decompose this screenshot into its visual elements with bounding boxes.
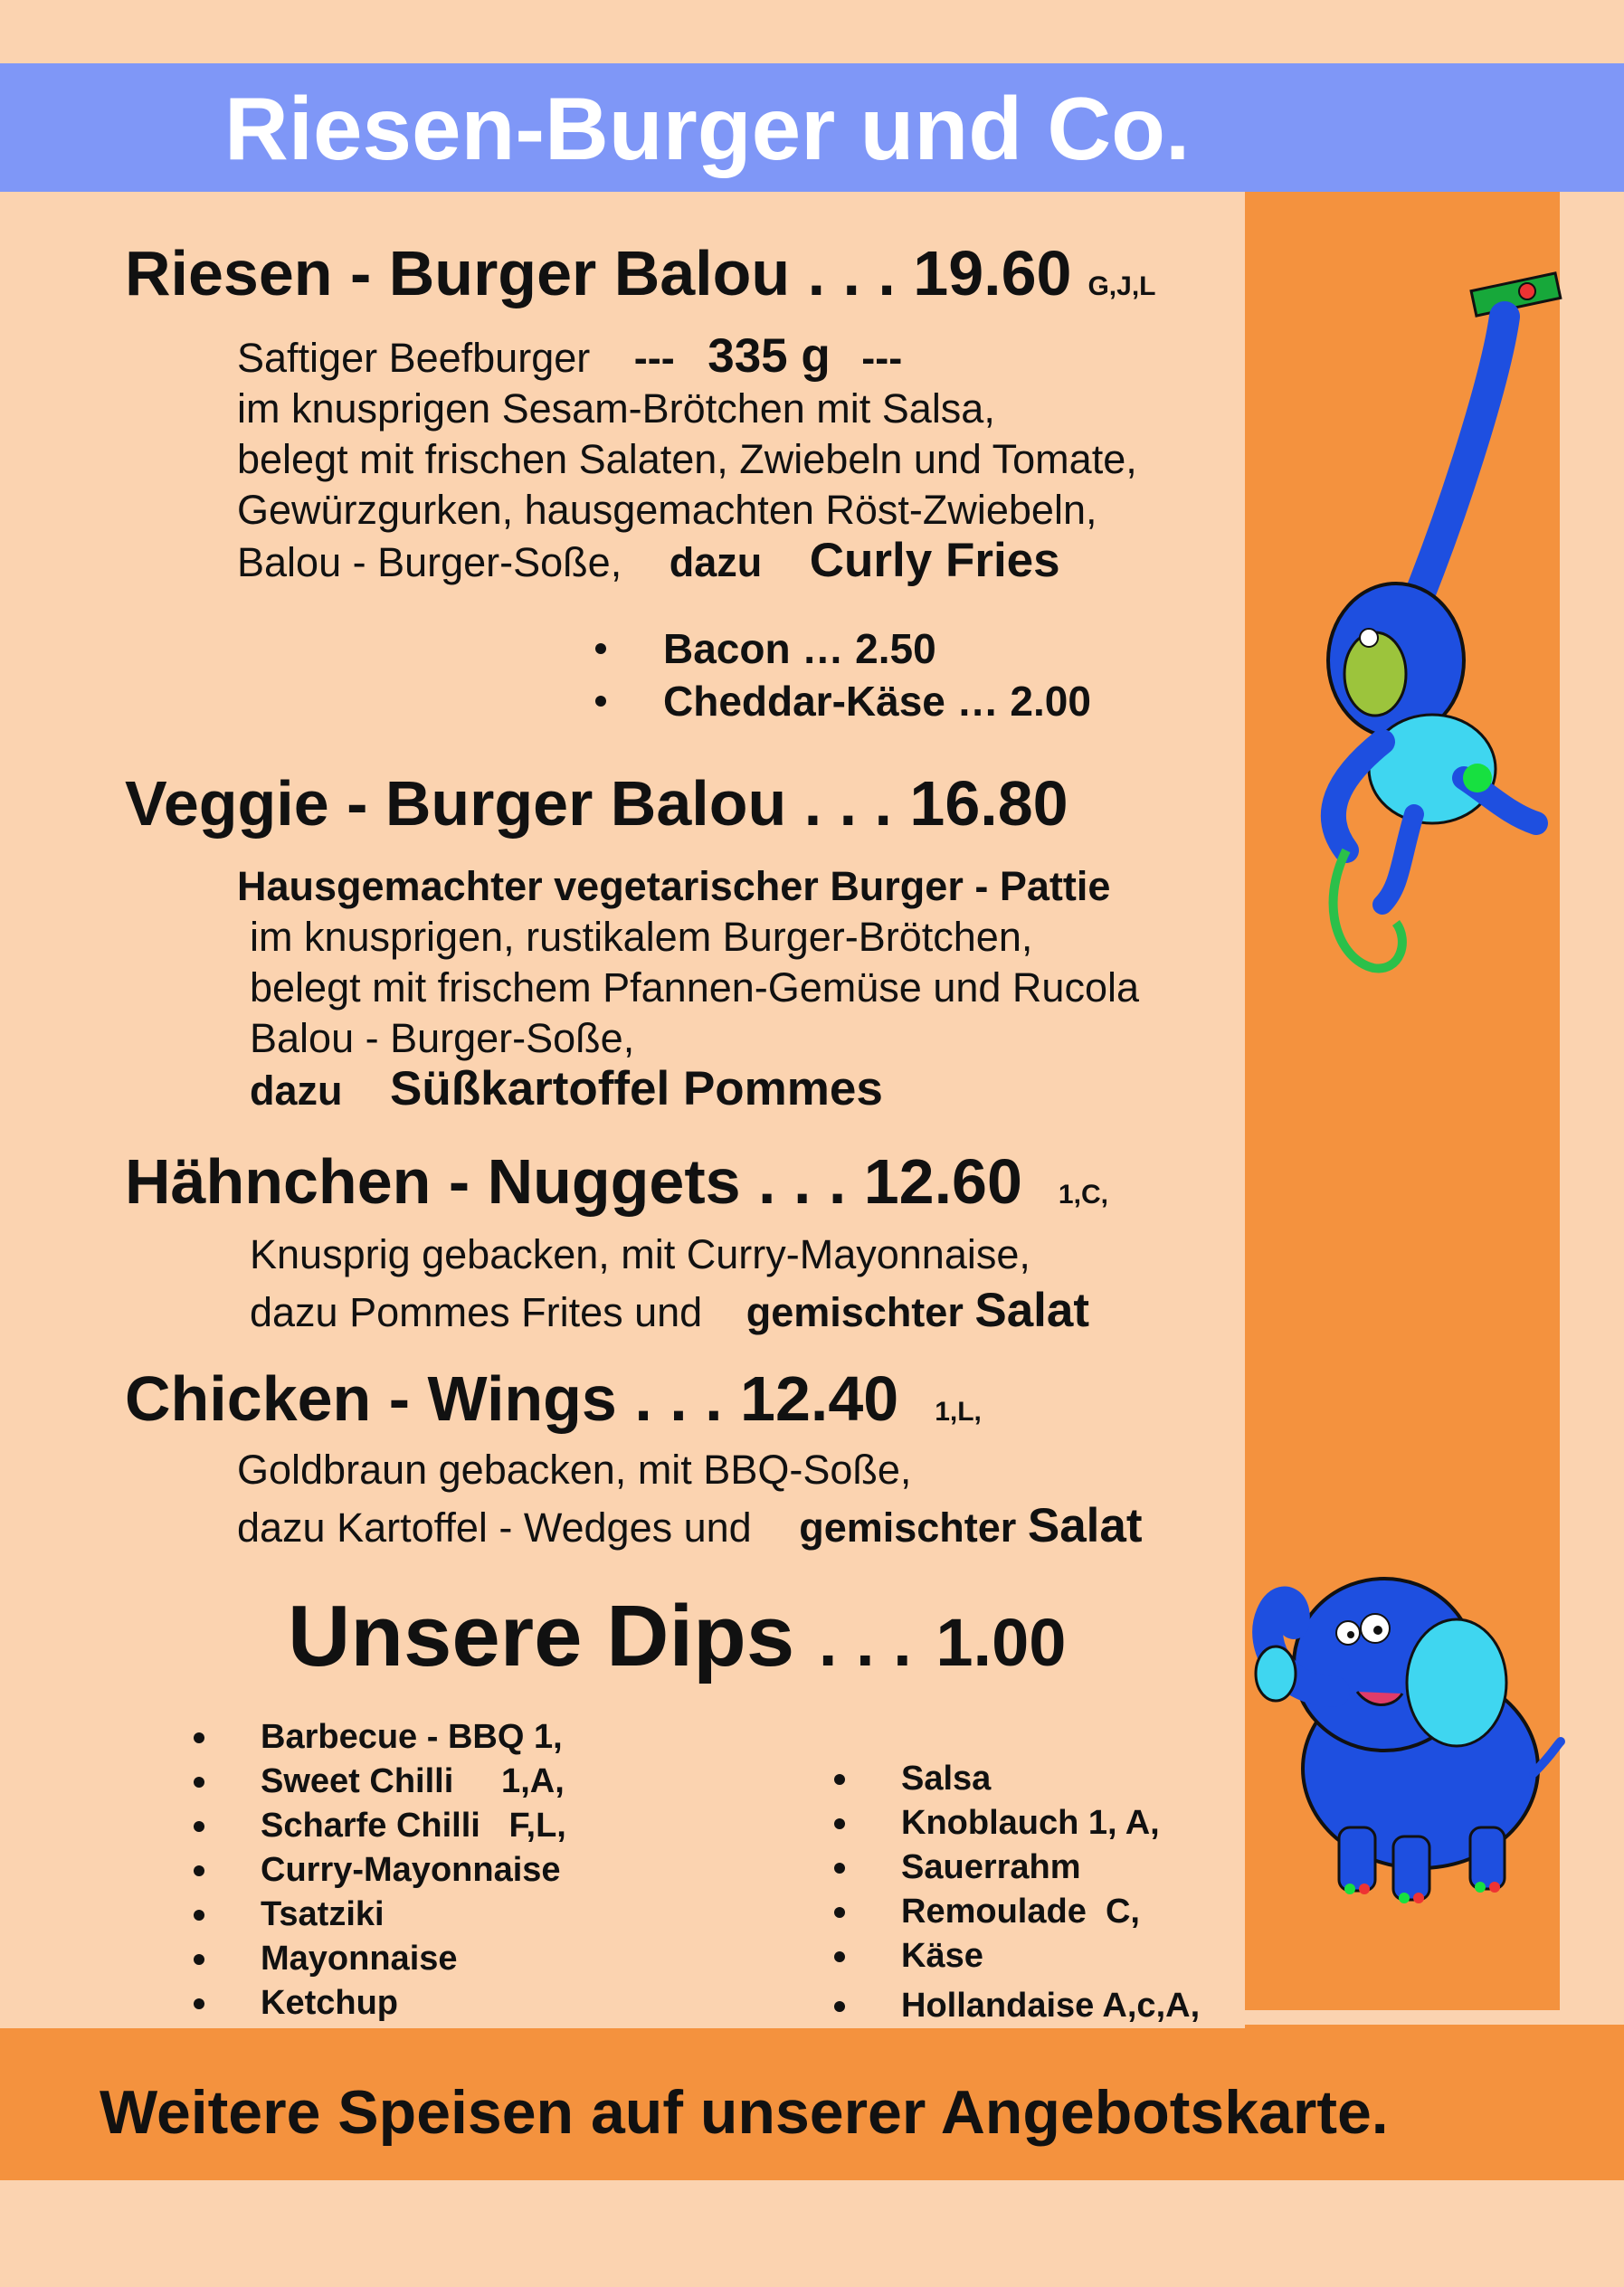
elephant-mascot-icon: [1249, 1538, 1565, 1918]
item-price: 12.40: [740, 1363, 899, 1434]
desc-line: Knusprig gebacken, mit Curry-Mayonnaise,: [250, 1231, 1030, 1277]
list-item: Remoulade C,: [834, 1890, 1200, 1934]
desc-side: Süßkartoffel Pommes: [390, 1062, 883, 1115]
list-item: Hollandaise A,c,A,: [834, 1984, 1200, 2028]
list-item: Sauerrahm: [834, 1846, 1200, 1890]
item-description: [237, 1442, 1143, 1556]
item-price: 19.60: [913, 238, 1072, 308]
desc-dash: ---: [861, 335, 903, 381]
desc-line: Goldbraun gebacken, mit BBQ-Soße,: [237, 1447, 912, 1493]
item-name: Veggie - Burger Balou: [125, 768, 787, 839]
desc-dazu: dazu: [669, 539, 763, 585]
desc-dash: ---: [633, 335, 675, 381]
list-item: Mayonnaise: [194, 1937, 566, 1981]
item-name: Chicken - Wings: [125, 1363, 617, 1434]
dips-price: 1.00: [935, 1605, 1067, 1680]
desc-line: Balou - Burger-Soße,: [250, 1015, 635, 1061]
desc-line: Gewürzgurken, hausgemachten Röst-Zwiebeln,: [237, 487, 1097, 533]
list-item: Barbecue - BBQ 1,: [194, 1715, 566, 1760]
extras-list: [595, 622, 1091, 727]
desc-side: Curly Fries: [809, 534, 1060, 587]
menu-item-title: [125, 1362, 982, 1448]
item-allergens: 1,C,: [1058, 1180, 1108, 1210]
item-separator: . . .: [758, 1146, 847, 1217]
item-separator: . . .: [634, 1363, 723, 1434]
list-item: Cheddar-Käse … 2.00: [595, 675, 1091, 727]
desc-line: dazu Pommes Frites und: [250, 1289, 703, 1335]
menu-item-title: [125, 1145, 1108, 1231]
item-separator: . . .: [807, 238, 896, 308]
desc-side: gemischter: [799, 1504, 1017, 1551]
dips-heading: Unsere Dips: [288, 1588, 795, 1684]
desc-line: dazu Kartoffel - Wedges und: [237, 1504, 752, 1551]
footer-text: Weitere Speisen auf unserer Angebotskarte.: [100, 2078, 1389, 2147]
monkey-mascot-icon: [1283, 271, 1572, 995]
desc-line: Balou - Burger-Soße,: [237, 539, 622, 585]
item-name: Riesen - Burger Balou: [125, 238, 791, 308]
item-name: Hähnchen - Nuggets: [125, 1146, 741, 1217]
dips-title: [288, 1587, 1066, 1693]
desc-side: Salat: [1027, 1499, 1143, 1552]
desc-line: im knusprigen Sesam-Brötchen mit Salsa,: [237, 385, 995, 432]
list-item: Knoblauch 1, A,: [834, 1801, 1200, 1846]
item-price: 12.60: [863, 1146, 1022, 1217]
item-description: [237, 331, 1137, 588]
list-item: Ketchup: [194, 1981, 566, 2026]
dips-list-left: [194, 1715, 566, 2026]
menu-item-title: [125, 767, 1068, 840]
list-item: Tsatziki: [194, 1893, 566, 1937]
list-item: Scharfe Chilli F,L,: [194, 1804, 566, 1848]
desc-lead: Saftiger Beefburger: [237, 335, 591, 381]
dips-separator: . . .: [818, 1605, 912, 1680]
item-separator: . . .: [803, 768, 892, 839]
desc-line: belegt mit frischen Salaten, Zwiebeln und Tomate,: [237, 436, 1137, 482]
item-price: 16.80: [909, 768, 1068, 839]
dips-list-right: [834, 1757, 1200, 2028]
desc-bold-line: Hausgemachter vegetarischer Burger - Pattie: [237, 863, 1111, 909]
list-item: Curry-Mayonnaise: [194, 1848, 566, 1893]
desc-dazu: dazu: [250, 1068, 343, 1114]
list-item: Käse: [834, 1934, 1200, 1979]
list-item: Sweet Chilli 1,A,: [194, 1760, 566, 1804]
desc-line: im knusprigen, rustikalem Burger-Brötchen,: [250, 914, 1033, 960]
item-allergens: G,J,L: [1087, 271, 1156, 301]
menu-item-title: [125, 237, 1155, 323]
desc-side: Salat: [974, 1284, 1090, 1337]
item-description: [237, 861, 1139, 1116]
desc-line: belegt mit frischem Pfannen-Gemüse und Rucola: [250, 964, 1139, 1011]
item-allergens: 1,L,: [935, 1397, 982, 1427]
desc-weight: 335 g: [708, 329, 831, 383]
page-title: Riesen-Burger und Co.: [224, 79, 1191, 178]
list-item: Salsa: [834, 1757, 1200, 1801]
list-item: Bacon … 2.50: [595, 622, 1091, 675]
item-description: [250, 1227, 1089, 1341]
desc-side: gemischter: [746, 1289, 964, 1335]
